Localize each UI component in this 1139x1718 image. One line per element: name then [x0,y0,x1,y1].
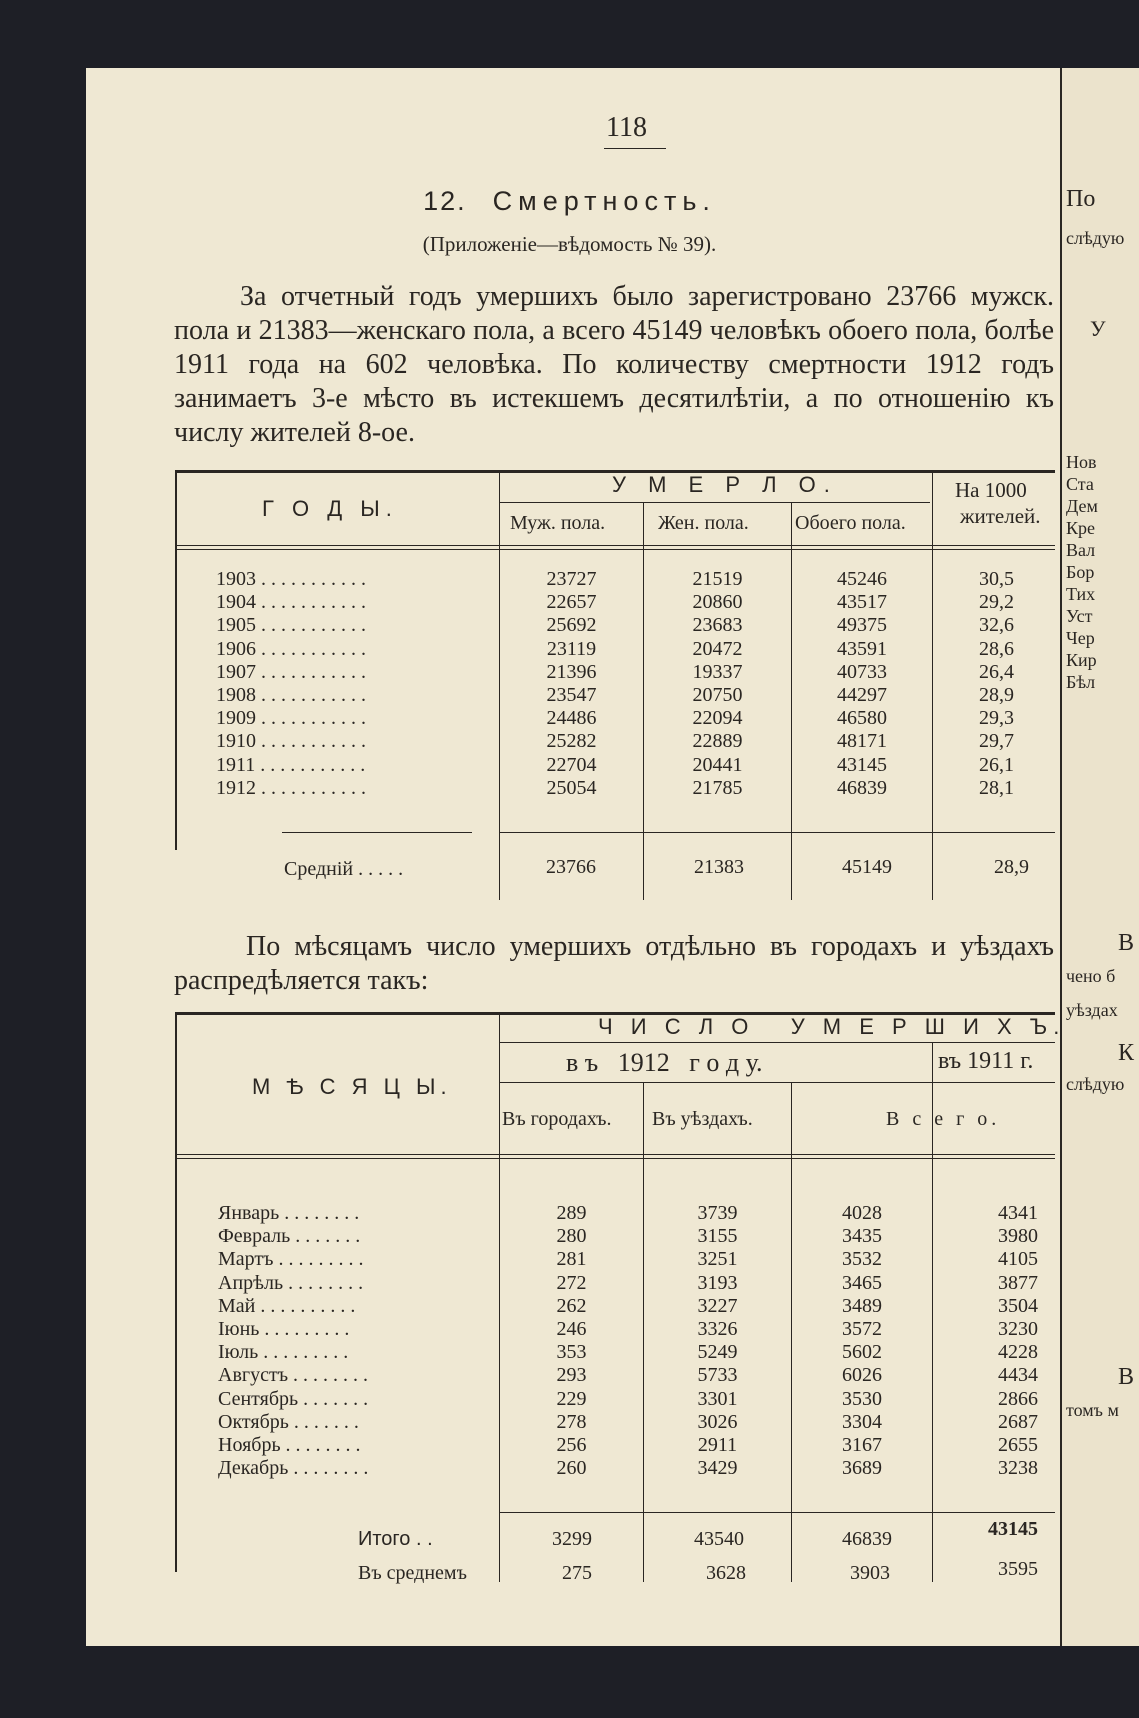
table-cell-month: Декабрь . . . . . . . . [218,1457,369,1480]
table-cell-year: 1904 . . . . . . . . . . . [216,591,366,614]
table-cell-districts: 5733 [697,1364,738,1387]
table-cell-male: 23727 [546,568,597,590]
months-column [218,1202,488,1480]
table-cell-total-1912: 3489 [842,1294,882,1317]
table-cell-both: 49375 [837,614,887,637]
next-page-text: У [1090,316,1106,341]
table-cell-total-1911: 3504 [998,1294,1038,1317]
table-cell-month: Апрѣль . . . . . . . . [218,1271,364,1294]
total-1912: 46839 [842,1528,892,1550]
avg-label: Въ среднемъ [358,1562,467,1584]
table-cell-female: 20750 [692,684,743,707]
table-cell-male: 25692 [546,614,597,637]
next-page-text: слѣдую [1066,1074,1125,1094]
table-cell-total-1911: 3980 [998,1225,1038,1248]
table-cell-male: 22704 [546,753,597,776]
next-page-text: Бор [1066,562,1095,582]
next-page-text: Дем [1066,496,1098,516]
table-cell-total-1912: 3689 [842,1457,882,1480]
next-page-text: В [1118,1364,1135,1390]
table-cell-year: 1911 . . . . . . . . . . . [216,753,366,776]
table-cell-towns: 281 [556,1248,587,1271]
table-cell-towns: 280 [556,1225,587,1248]
paragraph-text: По мѣсяцамъ число умершихъ отдѣльно въ городахъ и уѣздахъ распредѣляется такъ: [174,931,1054,996]
total-towns: 3299 [552,1528,592,1550]
table-cell-month: Сентябрь . . . . . . . [218,1387,369,1410]
table-cell-both: 48171 [837,730,887,753]
next-page-text: Нов [1066,452,1097,472]
table-cell-per1000: 29,2 [979,591,1014,614]
col-female: Жен. пола. [658,512,749,534]
total-1911-column [932,1202,1038,1480]
table-cell-year: 1906 . . . . . . . . . . . [216,637,366,660]
paragraph-text: За отчетный годъ умершихъ было зарегистровано 23766 мужск. пола и 21383—женскаго пола, а всего 45149 человѣкъ обоего пола, болѣе 1911 года на 602 человѣка. По количеству смертности 1912 годъ занимаетъ 3-е мѣсто въ истекшемъ десятилѣтіи, а по отношенію къ числу жителей 8-ое. [174,281,1054,448]
table-cell-towns: 260 [556,1457,587,1480]
table-cell-total-1911: 2655 [998,1434,1038,1457]
table-cell-year: 1903 . . . . . . . . . . . [216,568,366,590]
table-cell-towns: 278 [556,1410,587,1433]
table-cell-districts: 3326 [697,1318,738,1341]
col-districts: Въ уѣздахъ. [652,1108,753,1130]
table-cell-total-1912: 3572 [842,1318,882,1341]
next-page-text: Ста [1066,474,1094,494]
table-cell-districts: 2911 [697,1434,738,1457]
table-cell-per1000: 28,6 [979,637,1014,660]
table-cell-both: 43591 [837,637,887,660]
years-column [216,568,486,800]
avg-female: 21383 [694,856,744,878]
col-both: Обоего пола. [795,512,906,534]
next-page-text: уѣздах [1066,1000,1118,1020]
table-cell-month: Мартъ . . . . . . . . . [218,1248,364,1271]
table-cell-total-1912: 3435 [842,1225,882,1248]
table-cell-both: 43145 [837,753,887,776]
next-page-text: Вал [1066,540,1096,560]
table-cell-female: 19337 [692,660,743,683]
total-1911: 43145 [988,1518,1038,1540]
table-cell-total-1912: 5602 [842,1341,882,1364]
table-cell-towns: 353 [556,1341,587,1364]
table-cell-male: 22657 [546,591,597,614]
table-cell-towns: 289 [556,1202,587,1224]
col-male: Муж. пола. [510,512,606,534]
table-cell-male: 25054 [546,776,597,799]
next-page-text: Кир [1066,650,1097,670]
total-districts: 43540 [694,1528,744,1550]
table-cell-towns: 272 [556,1271,587,1294]
table-cell-total-1911: 4105 [998,1248,1038,1271]
table-cell-both: 44297 [837,684,887,707]
avg-per1000: 28,9 [994,856,1029,878]
table-cell-both: 46580 [837,707,887,730]
table-cell-total-1912: 6026 [842,1364,882,1387]
table-cell-total-1911: 4434 [998,1364,1038,1387]
table-cell-total-1911: 4341 [998,1202,1038,1224]
table-cell-per1000: 26,1 [979,753,1014,776]
table-cell-total-1911: 2687 [998,1410,1038,1433]
next-page-text: Кре [1066,518,1095,538]
table-cell-total-1911: 2866 [998,1387,1038,1410]
table-cell-per1000: 29,3 [979,707,1014,730]
total-label: Итого . . [358,1528,433,1550]
next-page-text: Уст [1066,606,1093,626]
table-cell-both: 40733 [837,660,887,683]
table-cell-year: 1912 . . . . . . . . . . . [216,776,366,799]
table-cell-districts: 5249 [697,1341,738,1364]
table-cell-both: 45246 [837,568,887,590]
towns-column [500,1202,643,1480]
avg-towns: 275 [562,1562,592,1584]
table-cell-total-1911: 3230 [998,1318,1038,1341]
table-cell-female: 20860 [692,591,743,614]
avg-districts: 3628 [706,1562,746,1584]
page-number-rule [604,148,666,149]
section-subtitle: (Приложеніе—вѣдомость № 39). [422,232,717,256]
next-page-text: Тих [1066,584,1096,604]
table-cell-per1000: 29,7 [979,730,1014,753]
avg-male: 23766 [546,856,596,878]
table-cell-total-1911: 4228 [998,1341,1038,1364]
table-cell-towns: 229 [556,1387,587,1410]
header-months: М Ѣ С Я Ц Ы. [252,1074,452,1099]
table-cell-male: 23119 [546,637,597,660]
table-cell-both: 46839 [837,776,887,799]
table-cell-per1000: 28,9 [979,684,1014,707]
table-cell-total-1912: 3167 [842,1434,882,1457]
table-cell-female: 20472 [692,637,743,660]
next-page-text: чено б [1066,966,1116,986]
districts-column [644,1202,791,1480]
table-cell-male: 24486 [546,707,597,730]
table-cell-male: 21396 [546,660,597,683]
header-years: Г О Д Ы. [262,496,398,521]
next-page-text: В [1118,930,1135,956]
table-cell-towns: 246 [556,1318,587,1341]
table-cell-female: 23683 [692,614,743,637]
table-cell-towns: 256 [556,1434,587,1457]
section-title-text: Смертность. [492,186,716,216]
table-cell-month: Ноябрь . . . . . . . . [218,1434,361,1457]
col-towns: Въ городахъ. [502,1108,612,1130]
table-cell-month: Іюль . . . . . . . . . [218,1341,349,1364]
header-1911: въ 1911 г. [938,1048,1034,1074]
table-cell-month: Октябрь . . . . . . . [218,1410,359,1433]
table-cell-year: 1909 . . . . . . . . . . . [216,707,366,730]
table-cell-female: 21519 [692,568,743,590]
table-cell-per1000: 30,5 [979,568,1014,590]
paragraph-by-month [174,930,1054,998]
next-page-text: По [1066,186,1096,212]
table-cell-total-1911: 3877 [998,1271,1038,1294]
table-cell-total-1912: 3465 [842,1271,882,1294]
table-cell-month: Іюнь . . . . . . . . . [218,1318,350,1341]
next-page-text: Бѣл [1066,672,1096,692]
header-died: У М Е Р Л О. [612,472,838,497]
table-cell-female: 20441 [692,753,743,776]
table-cell-female: 22889 [692,730,743,753]
page-number: 118 [606,112,647,143]
table-cell-male: 25282 [546,730,597,753]
header-count: Ч И С Л О У М Е Р Ш И Х Ъ. [598,1014,1066,1039]
table-cell-districts: 3227 [697,1294,738,1317]
per1000-column [932,568,1014,800]
table-cell-total-1912: 3304 [842,1410,882,1433]
table-cell-female: 21785 [692,776,743,799]
male-column [500,568,643,800]
table-cell-both: 43517 [837,591,887,614]
next-page-text: слѣдую [1066,228,1125,248]
section-number: 12. [423,186,467,216]
table-cell-total-1912: 3530 [842,1387,882,1410]
next-page-text: томъ м [1066,1400,1119,1420]
avg-1912: 3903 [850,1562,890,1584]
next-page-text: К [1118,1040,1135,1066]
table-cell-districts: 3251 [697,1248,738,1271]
table-cell-per1000: 26,4 [979,660,1014,683]
table-cell-month: Январь . . . . . . . . [218,1202,360,1224]
table-cell-districts: 3739 [697,1202,738,1224]
table-cell-total-1912: 4028 [842,1202,882,1224]
next-page-text: Чер [1066,628,1095,648]
table-cell-districts: 3155 [697,1225,738,1248]
table-cell-per1000: 28,1 [979,776,1014,799]
table-cell-per1000: 32,6 [979,614,1014,637]
table-cell-towns: 262 [556,1294,587,1317]
table-cell-female: 22094 [692,707,743,730]
section-title [0,186,1139,217]
table-cell-month: Февраль . . . . . . . [218,1225,361,1248]
table-cell-month: Августъ . . . . . . . . [218,1364,369,1387]
table-cell-total-1912: 3532 [842,1248,882,1271]
avg-label: Средній . . . . . [284,858,404,880]
table-cell-year: 1907 . . . . . . . . . . . [216,660,366,683]
total-1912-column [792,1202,932,1480]
header-per1000: На 1000 [955,478,1027,502]
header-1912: в ъ 1912 г о д у. [566,1048,763,1077]
table-cell-towns: 293 [556,1364,587,1387]
female-column [644,568,791,800]
adjacent-page-fragment [1060,68,1139,1646]
table-cell-year: 1910 . . . . . . . . . . . [216,730,366,753]
table-cell-districts: 3429 [697,1457,738,1480]
table-cell-month: Май . . . . . . . . . . [218,1294,356,1317]
avg-1911: 3595 [998,1558,1038,1580]
table-cell-districts: 3301 [697,1387,738,1410]
col-total: В с е г о. [886,1108,1001,1130]
table-cell-districts: 3026 [697,1410,738,1433]
table-cell-year: 1908 . . . . . . . . . . . [216,684,366,707]
both-column [792,568,932,800]
avg-both: 45149 [842,856,892,878]
table-cell-year: 1905 . . . . . . . . . . . [216,614,366,637]
table-cell-districts: 3193 [697,1271,738,1294]
table-cell-male: 23547 [546,684,597,707]
paragraph-mortality [174,280,1054,450]
header-per1000-sub: жителей. [960,504,1041,528]
table-cell-total-1911: 3238 [998,1457,1038,1480]
